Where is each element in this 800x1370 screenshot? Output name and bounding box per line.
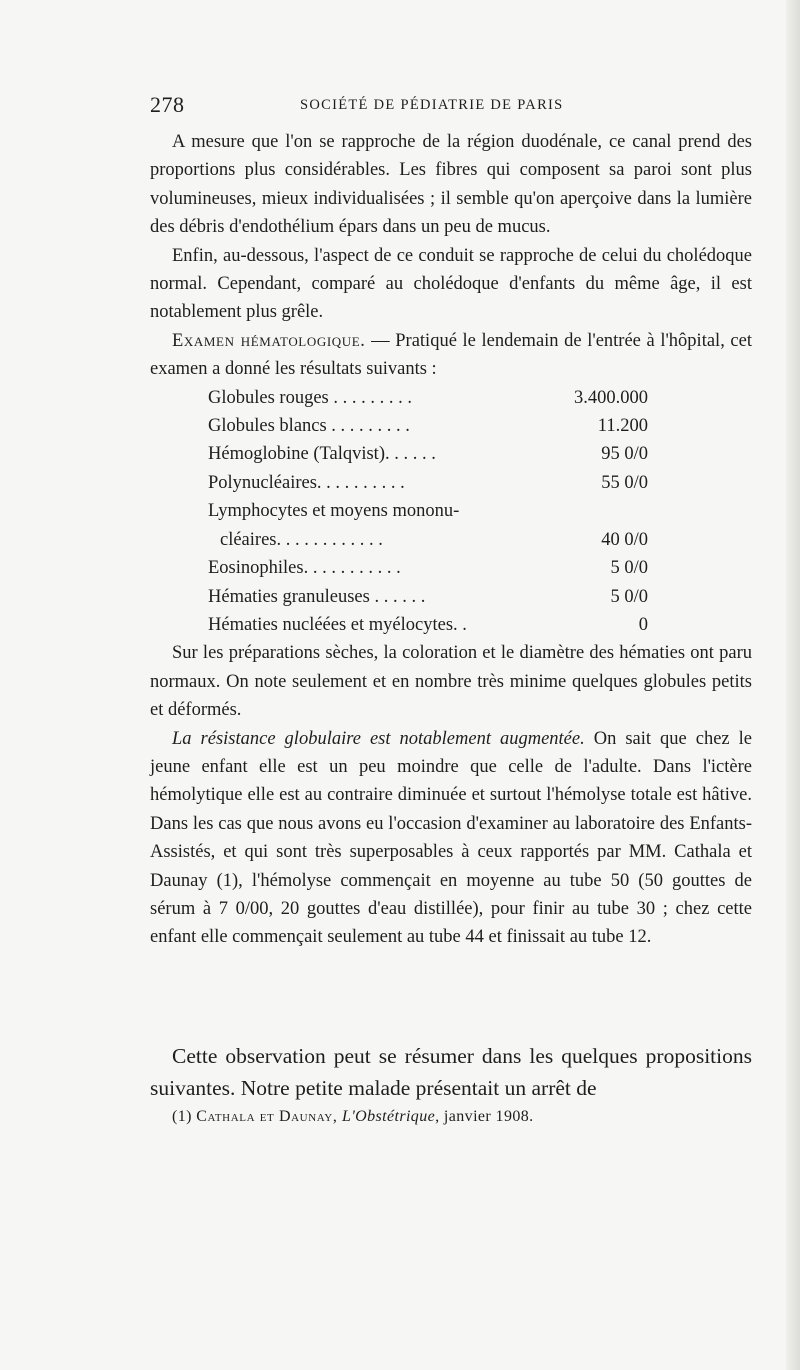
table-row <box>208 412 648 440</box>
result-value: 95 0/0 <box>601 444 648 465</box>
paragraph-globular-resistance <box>150 725 752 952</box>
result-label: Hématies nucléées et myélocytes. . <box>208 614 467 635</box>
body-text <box>150 128 752 952</box>
result-value: 55 0/0 <box>601 472 648 493</box>
footnote-authors: Cathala et Daunay, <box>196 1108 343 1125</box>
paragraph-dry-preparations: Sur les préparations sèches, la coloration et le diamètre des hématies ont paru normaux. On note seulement et en nombre très minime quelques globules petits et déformés. <box>150 643 752 721</box>
result-label: Eosinophiles. . . . . . . . . . . <box>208 558 401 579</box>
table-row <box>208 583 648 611</box>
conclusion-text: Cette observation peut se résumer dans les quelques propositions suivantes. Notre petite malade présentait un arrêt de <box>150 1044 752 1100</box>
footnote <box>172 1108 534 1126</box>
section-heading-hematology: Examen hématologique. <box>172 330 366 351</box>
page-header <box>150 92 752 122</box>
result-label: Hématies granuleuses . . . . . . <box>208 586 426 607</box>
result-value: 11.200 <box>597 416 648 437</box>
resistance-text: On sait que chez le jeune enfant elle est un peu moindre que celle de l'adulte. Dans l'ictère hémolytique elle est au contraire diminuée et surtout l'hémolyse totale est hâtive. Dans les cas que nous avons eu l'occasion d'examiner au laboratoire des Enfants-Assistés, et qui sont très superposables à ceux rapportés par MM. Cathala et Daunay (1), l'hémolyse commençait en moyenne au tube 50 (50 gouttes de sérum à 7 0/00, 20 gouttes d'eau distillée), pour finir au tube 30 ; chez cette enfant elle commençait seulement au tube 44 et finissait au tube 12. <box>150 728 752 948</box>
table-row <box>208 384 648 412</box>
result-value: 0 <box>638 614 648 635</box>
footnote-marker: (1) <box>172 1108 197 1125</box>
paragraph-choledoque: Enfin, au-dessous, l'aspect de ce conduit se rapproche de celui du cholédoque normal. Cependant, comparé au cholédoque d'enfants du même âge, il est notablement plus grêle. <box>150 245 752 323</box>
conclusion-paragraph <box>150 1040 752 1104</box>
result-value <box>570 497 648 525</box>
paragraph-duodenal-region: A mesure que l'on se rapproche de la région duodénale, ce canal prend des proportions plus considérables. Les fibres qui composent sa paroi sont plus volumineuses, mieux individualisées ; il semble qu'on aperçoive dans la lumière des débris d'endothélium épars dans un peu de mucus. <box>150 132 752 238</box>
result-label: cléaires. . . . . . . . . . . . <box>220 529 383 550</box>
table-row <box>208 526 648 554</box>
table-row <box>208 554 648 582</box>
page-number: 278 <box>150 92 185 117</box>
footnote-journal: L'Obstétrique <box>342 1108 436 1125</box>
blood-results-table <box>208 384 648 640</box>
result-value: 40 0/0 <box>601 529 648 550</box>
table-row <box>208 469 648 497</box>
result-label: Hémoglobine (Talqvist). . . . . . <box>208 444 436 465</box>
result-label: Polynucléaires. . . . . . . . . . <box>208 472 405 493</box>
hematology-intro: — Pratiqué le lendemain de l'entrée à l'hôpital, cet examen a donné les résultats suivants : <box>150 330 752 380</box>
footnote-date: , janvier 1908. <box>435 1108 534 1125</box>
resistance-heading: La résistance globulaire est notablement augmentée. <box>172 728 585 749</box>
result-value: 3.400.000 <box>574 387 648 408</box>
table-row <box>208 611 648 639</box>
result-label: Globules blancs . . . . . . . . . <box>208 416 410 437</box>
result-label: Lymphocytes et moyens mononu- <box>208 501 460 522</box>
result-label: Globules rouges . . . . . . . . . <box>208 387 412 408</box>
page-edge-shadow <box>786 0 800 1370</box>
paragraph-hematology <box>150 327 752 384</box>
result-value: 5 0/0 <box>610 586 648 607</box>
table-row <box>208 497 648 525</box>
running-head: SOCIÉTÉ DE PÉDIATRIE DE PARIS <box>300 97 564 113</box>
table-row <box>208 440 648 468</box>
result-value: 5 0/0 <box>610 558 648 579</box>
